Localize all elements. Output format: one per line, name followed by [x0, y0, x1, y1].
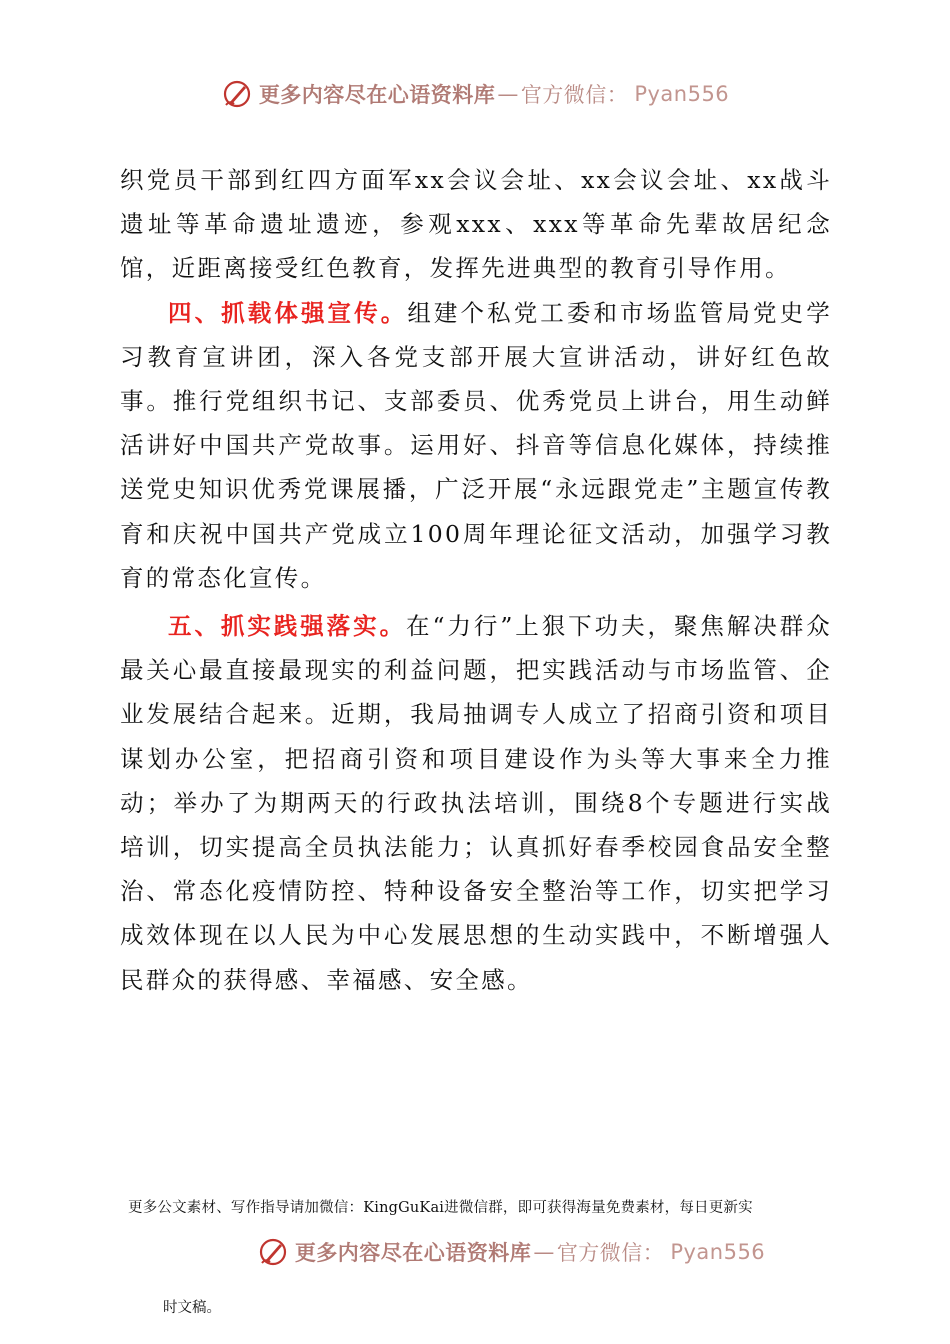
watermark-footer: [36, 1232, 950, 1272]
paragraph-3-text: 在“力行”上狠下功夫，聚焦解决群众最关心最直接最现实的利益问题，把实践活动与市场监管、企业发展结合起来。近期，我局抽调专人成立了招商引资和项目谋划办公室，把招商引资和项目建设作为头等大事来全力推动；举办了为期两天的行政执法培训，围绕8个专题进行实战培训，切实提高全员执法能力；认真抓好春季校园食品安全整治、常态化疫情防控、特种设备安全整治等工作，切实把学习成效体现在以人民为中心发展思想的生动实践中，不断增强人民群众的获得感、幸福感、安全感。: [120, 612, 832, 994]
document-body: [120, 158, 832, 1002]
pen-logo-icon: [221, 78, 253, 110]
section-heading-4: 四、抓载体强宣传。: [168, 298, 408, 327]
watermark-sub-text: 官方微信：: [556, 1241, 665, 1265]
paragraph-2-text: 组建个私党工委和市场监管局党史学习教育宣讲团，深入各党支部开展大宣讲活动，讲好红色故事。推行党组织书记、支部委员、优秀党员上讲台，用生动鲜活讲好中国共产党故事。运用好、抖音等信息化媒体，持续推送党史知识优秀党课展播，广泛开展“永远跟党走”主题宣传教育和庆祝中国共产党成立100周年理论征文活动，加强学习教育的常态化宣传。: [120, 298, 832, 592]
watermark-main-text: 更多内容尽在心语资料库: [258, 83, 496, 107]
watermark-dash: —: [533, 1240, 555, 1264]
section-heading-5: 五、抓实践强落实。: [168, 612, 407, 641]
paragraph-2: [120, 291, 832, 600]
paragraph-1-text: 织党员干部到红四方面军xx会议会址、xx会议会址、xx战斗遗址等革命遗址遗迹，参观xxx、xxx等革命先辈故居纪念馆，近距离接受红色教育，发挥先进典型的教育引导作用。: [120, 166, 832, 283]
footer-note: 更多公文素材、写作指导请加微信：KingGuKai进微信群，即可获得海量免费素材，每日更新实: [128, 1200, 753, 1216]
footer-note-tail: 时文稿。: [163, 1300, 221, 1316]
watermark-id: Pyan556: [634, 82, 730, 106]
watermark-header: [0, 74, 950, 114]
paragraph-1: [120, 158, 832, 291]
watermark-id: Pyan556: [670, 1240, 766, 1264]
paragraph-3: [120, 604, 832, 1002]
watermark-dash: —: [497, 82, 519, 106]
pen-logo-icon: [257, 1236, 289, 1268]
watermark-main-text: 更多内容尽在心语资料库: [294, 1241, 532, 1265]
watermark-sub-text: 官方微信：: [520, 83, 629, 107]
